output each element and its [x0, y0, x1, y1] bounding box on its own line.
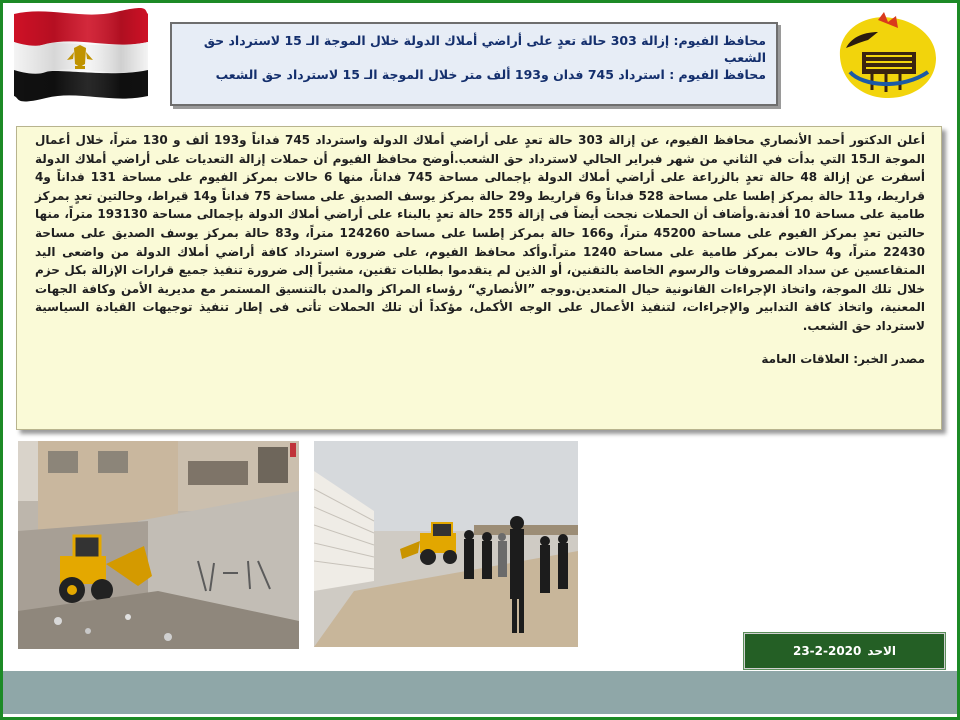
headline-primary: محافظ الفيوم: إزالة 303 حالة تعدٍ على أراضي أملاك الدولة خلال الموجة الـ 15 لاسترداد حق الشعب: [203, 33, 766, 65]
article-body: أعلن الدكتور أحمد الأنصاري محافظ الفيوم، عن إزالة 303 حالة تعدٍ على أراضي أملاك الدولة واسترداد 745 فداناً و193 ألف و 130 متراً، خلال أعمال الموجة الـ15 التي بدأت في الثاني من شهر فبراير الحالي لاسترداد حق الشعب.أوضح محافظ الفيوم أن حملات إزالة التعديات على أراضي أملاك الدولة أسفرت عن إزالة 48 حالة تعدٍ بالزراعة على أراضي أملاك الدولة بإجمالى مساحة 745 فداناً، منها 6 حالات بمركز الفيوم على مساحة 131 فداناً و4 قراريط، و11 حالة بمركز إطسا على مساحة 528 فداناً و6 قراريط و29 حالة بمركز يوسف الصديق على مساحة 75 فداناً و14 قيراط، وحالتين تعدٍ بمركز طامية على مساحة 10 أفدنة.وأضاف أن الحملات نجحت أيضاً فى إزالة 255 حالة تعدٍ بالبناء على أراضي أملاك الدولة بإجمالى مساحة 193130 متراً، منها حالتين تعدٍ بمركز الفيوم على مساحة 45200 متراً، و166 حالة بمركز إطسا على مساحة 124260 متراً، و83 حالة بمركز يوسف الصديق على مساحة 22430 متراً، و4 حالات بمركز طامية على مساحة 1240 متراً.وأكد محافظ الفيوم، على ضرورة استرداد كافة أراضي أملاك الدولة من واضعى اليد المتقاعسين عن سداد المصروفات والرسوم الخاصة بالتقنين، أو الذين لم يتقدموا بطلبات تقنين، مشيراً إلى ضرورة تنفيذ جميع قرارات الإزالة بكل حزم خلال تلك الموجة، واتخاذ الإجراءات القانونية حيال المتعدين.ووجه ”الأنصاري“ رؤساء المراكز والمدن بالتنسيق المستمر مع مديرية الأمن وكافة الجهات المعنية، واتخاذ كافة التدابير والإجراءات، لتنفيذ الأعمال على الوجه الأكمل، مؤكداً أن تلك الحملات تأتى فى إطار تنفيذ توجيهات القيادة السياسية لاسترداد حق الشعب.: [35, 133, 926, 333]
date-day: الاحد: [867, 644, 897, 658]
headline-secondary: محافظ الفيوم : استرداد 745 فدان و193 ألف متر خلال الموجة الـ 15 لاسترداد حق الشعب: [215, 67, 766, 82]
article-source: مصدر الخبر: العلاقات العامة: [761, 351, 925, 366]
date-value: 23-2-2020: [792, 644, 862, 658]
